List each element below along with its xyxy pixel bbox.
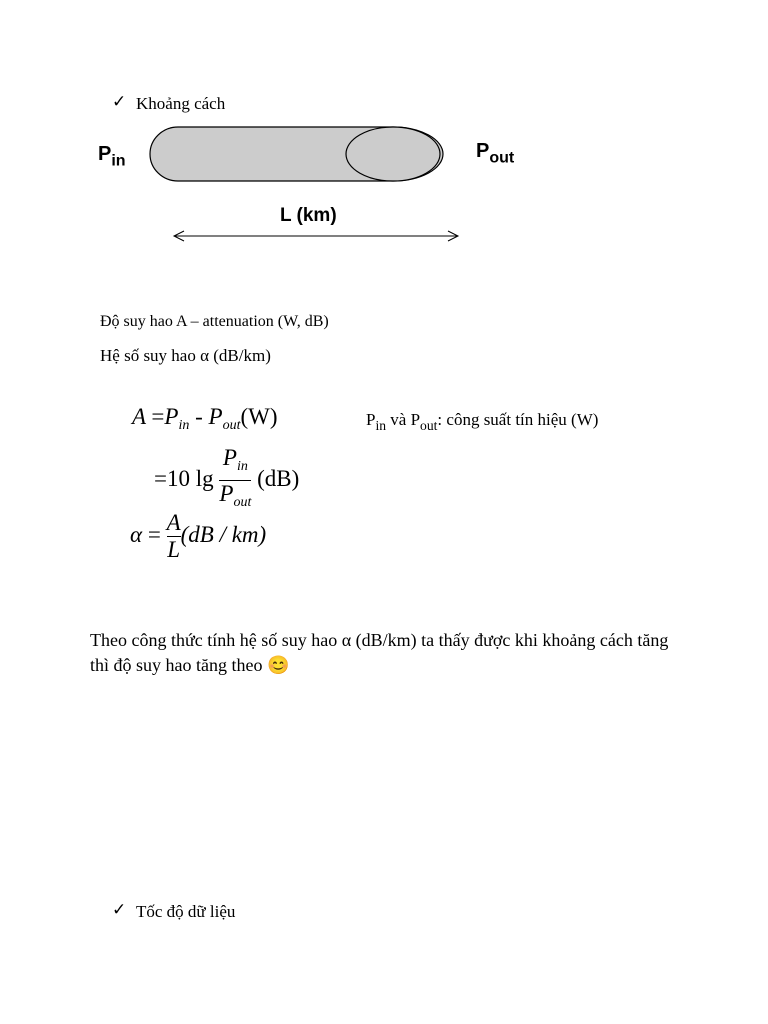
pin-label: $P_{in}$ bbox=[98, 143, 126, 170]
fiber-cylinder-end bbox=[346, 127, 440, 181]
checkmark-icon: ✓ bbox=[112, 900, 127, 919]
attenuation-definition: Độ suy hao A – attenuation (W, dB) bbox=[100, 313, 329, 330]
power-note: $P_{in}$ và $P_{out}$: công suất tín hiệu (W) bbox=[366, 410, 599, 433]
bullet-distance: Khoảng cách bbox=[136, 94, 226, 113]
conclusion-paragraph: Theo công thức tính hệ số suy hao α (dB/km) ta thấy được khi khoảng cách tăng thì độ suy hao tăng theo 😊 bbox=[90, 630, 669, 675]
pout-label: $P_{out}$ bbox=[476, 140, 515, 167]
checkmark-icon: ✓ bbox=[112, 92, 127, 111]
coefficient-definition: Hệ số suy hao α (dB/km) bbox=[100, 346, 271, 365]
length-label: L (km) bbox=[280, 205, 337, 226]
formula-attenuation-watts: $A =P_{in} - P_{out}(W)$ bbox=[132, 404, 278, 433]
formula-attenuation-db: =10 lg $\frac{P_{in}}{P_{out}}$ (dB) bbox=[154, 445, 300, 510]
formula-coefficient: α = $\frac{A}{L}$ (dB / km) bbox=[130, 510, 267, 562]
fiber-diagram bbox=[140, 120, 460, 250]
bullet-data-rate: Tốc độ dữ liệu bbox=[136, 902, 236, 921]
